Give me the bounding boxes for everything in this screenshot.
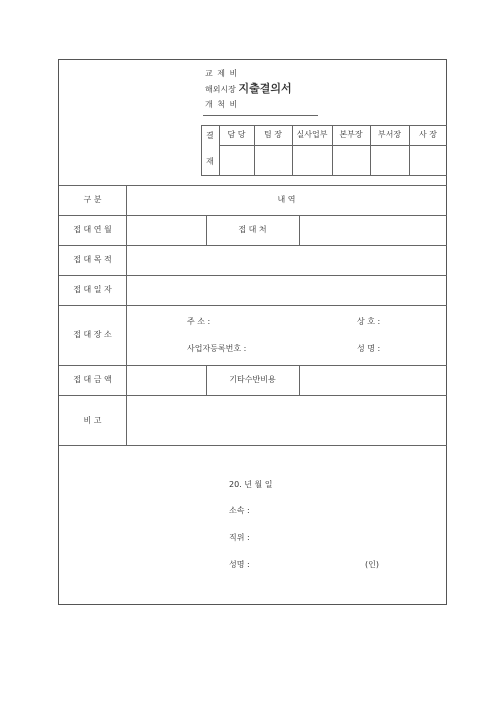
form-row-border (59, 365, 447, 366)
label-other-cost: 기타수반비용 (229, 375, 276, 384)
approval-label-bottom: 재 (206, 157, 214, 166)
form-cell-divider (299, 365, 300, 395)
label-entertain-place: 접 대 처 (238, 225, 267, 234)
form-cell-divider (299, 215, 300, 245)
approval-role: 실사업부 (296, 130, 328, 139)
form-label-divider (126, 185, 127, 445)
label-gubun: 구 분 (83, 195, 102, 204)
label-entertain-purpose: 접 대 목 적 (73, 255, 112, 264)
form-top-border (59, 185, 447, 186)
approval-role: 본부장 (339, 130, 363, 139)
form-row-border (59, 275, 447, 276)
title-line2 (205, 84, 292, 95)
label-entertain-amount: 접 대 금 액 (73, 375, 112, 384)
form-row-border (59, 395, 447, 396)
document-page (58, 59, 447, 605)
address-label: 주 소 : (187, 317, 211, 326)
approval-role: 담 당 (227, 130, 246, 139)
business-number-label: 사업자등록번호 : (187, 344, 247, 353)
sign-affiliation: 소속 : (229, 506, 250, 515)
sign-date-line: 20. 년 월 일 (229, 480, 273, 489)
label-entertain-date: 접 대 연 월 (73, 225, 112, 234)
title-underline (203, 115, 318, 116)
approval-label-top: 결 (206, 131, 214, 140)
form-row-border (59, 245, 447, 246)
form-row-border (59, 305, 447, 306)
form-row-border (59, 215, 447, 216)
approval-role: 사 장 (419, 130, 437, 139)
approval-top-border (201, 125, 447, 126)
form-row-border (59, 445, 447, 446)
label-note: 비 고 (83, 416, 102, 425)
title-prefix: 해외시장 (205, 85, 236, 94)
approval-role: 팀 장 (264, 130, 282, 139)
sign-position: 직위 : (229, 533, 250, 542)
sign-seal: (인) (365, 560, 379, 569)
title-line1: 교 제 비 (205, 69, 239, 78)
approval-role: 부서장 (377, 130, 402, 139)
title-line3: 개 척 비 (205, 100, 239, 109)
owner-name-label: 성 명 : (357, 344, 381, 353)
sign-name: 성명 : (229, 560, 250, 569)
approval-left-border (201, 125, 202, 175)
title-main: 지출결의서 (238, 82, 292, 95)
label-entertain-location: 접 대 장 소 (73, 330, 112, 339)
label-naeyeok: 내 역 (277, 195, 296, 204)
trade-name-label: 상 호 : (357, 317, 381, 326)
approval-bottom-border (201, 175, 447, 176)
label-entertain-day: 접 대 일 자 (73, 285, 112, 294)
